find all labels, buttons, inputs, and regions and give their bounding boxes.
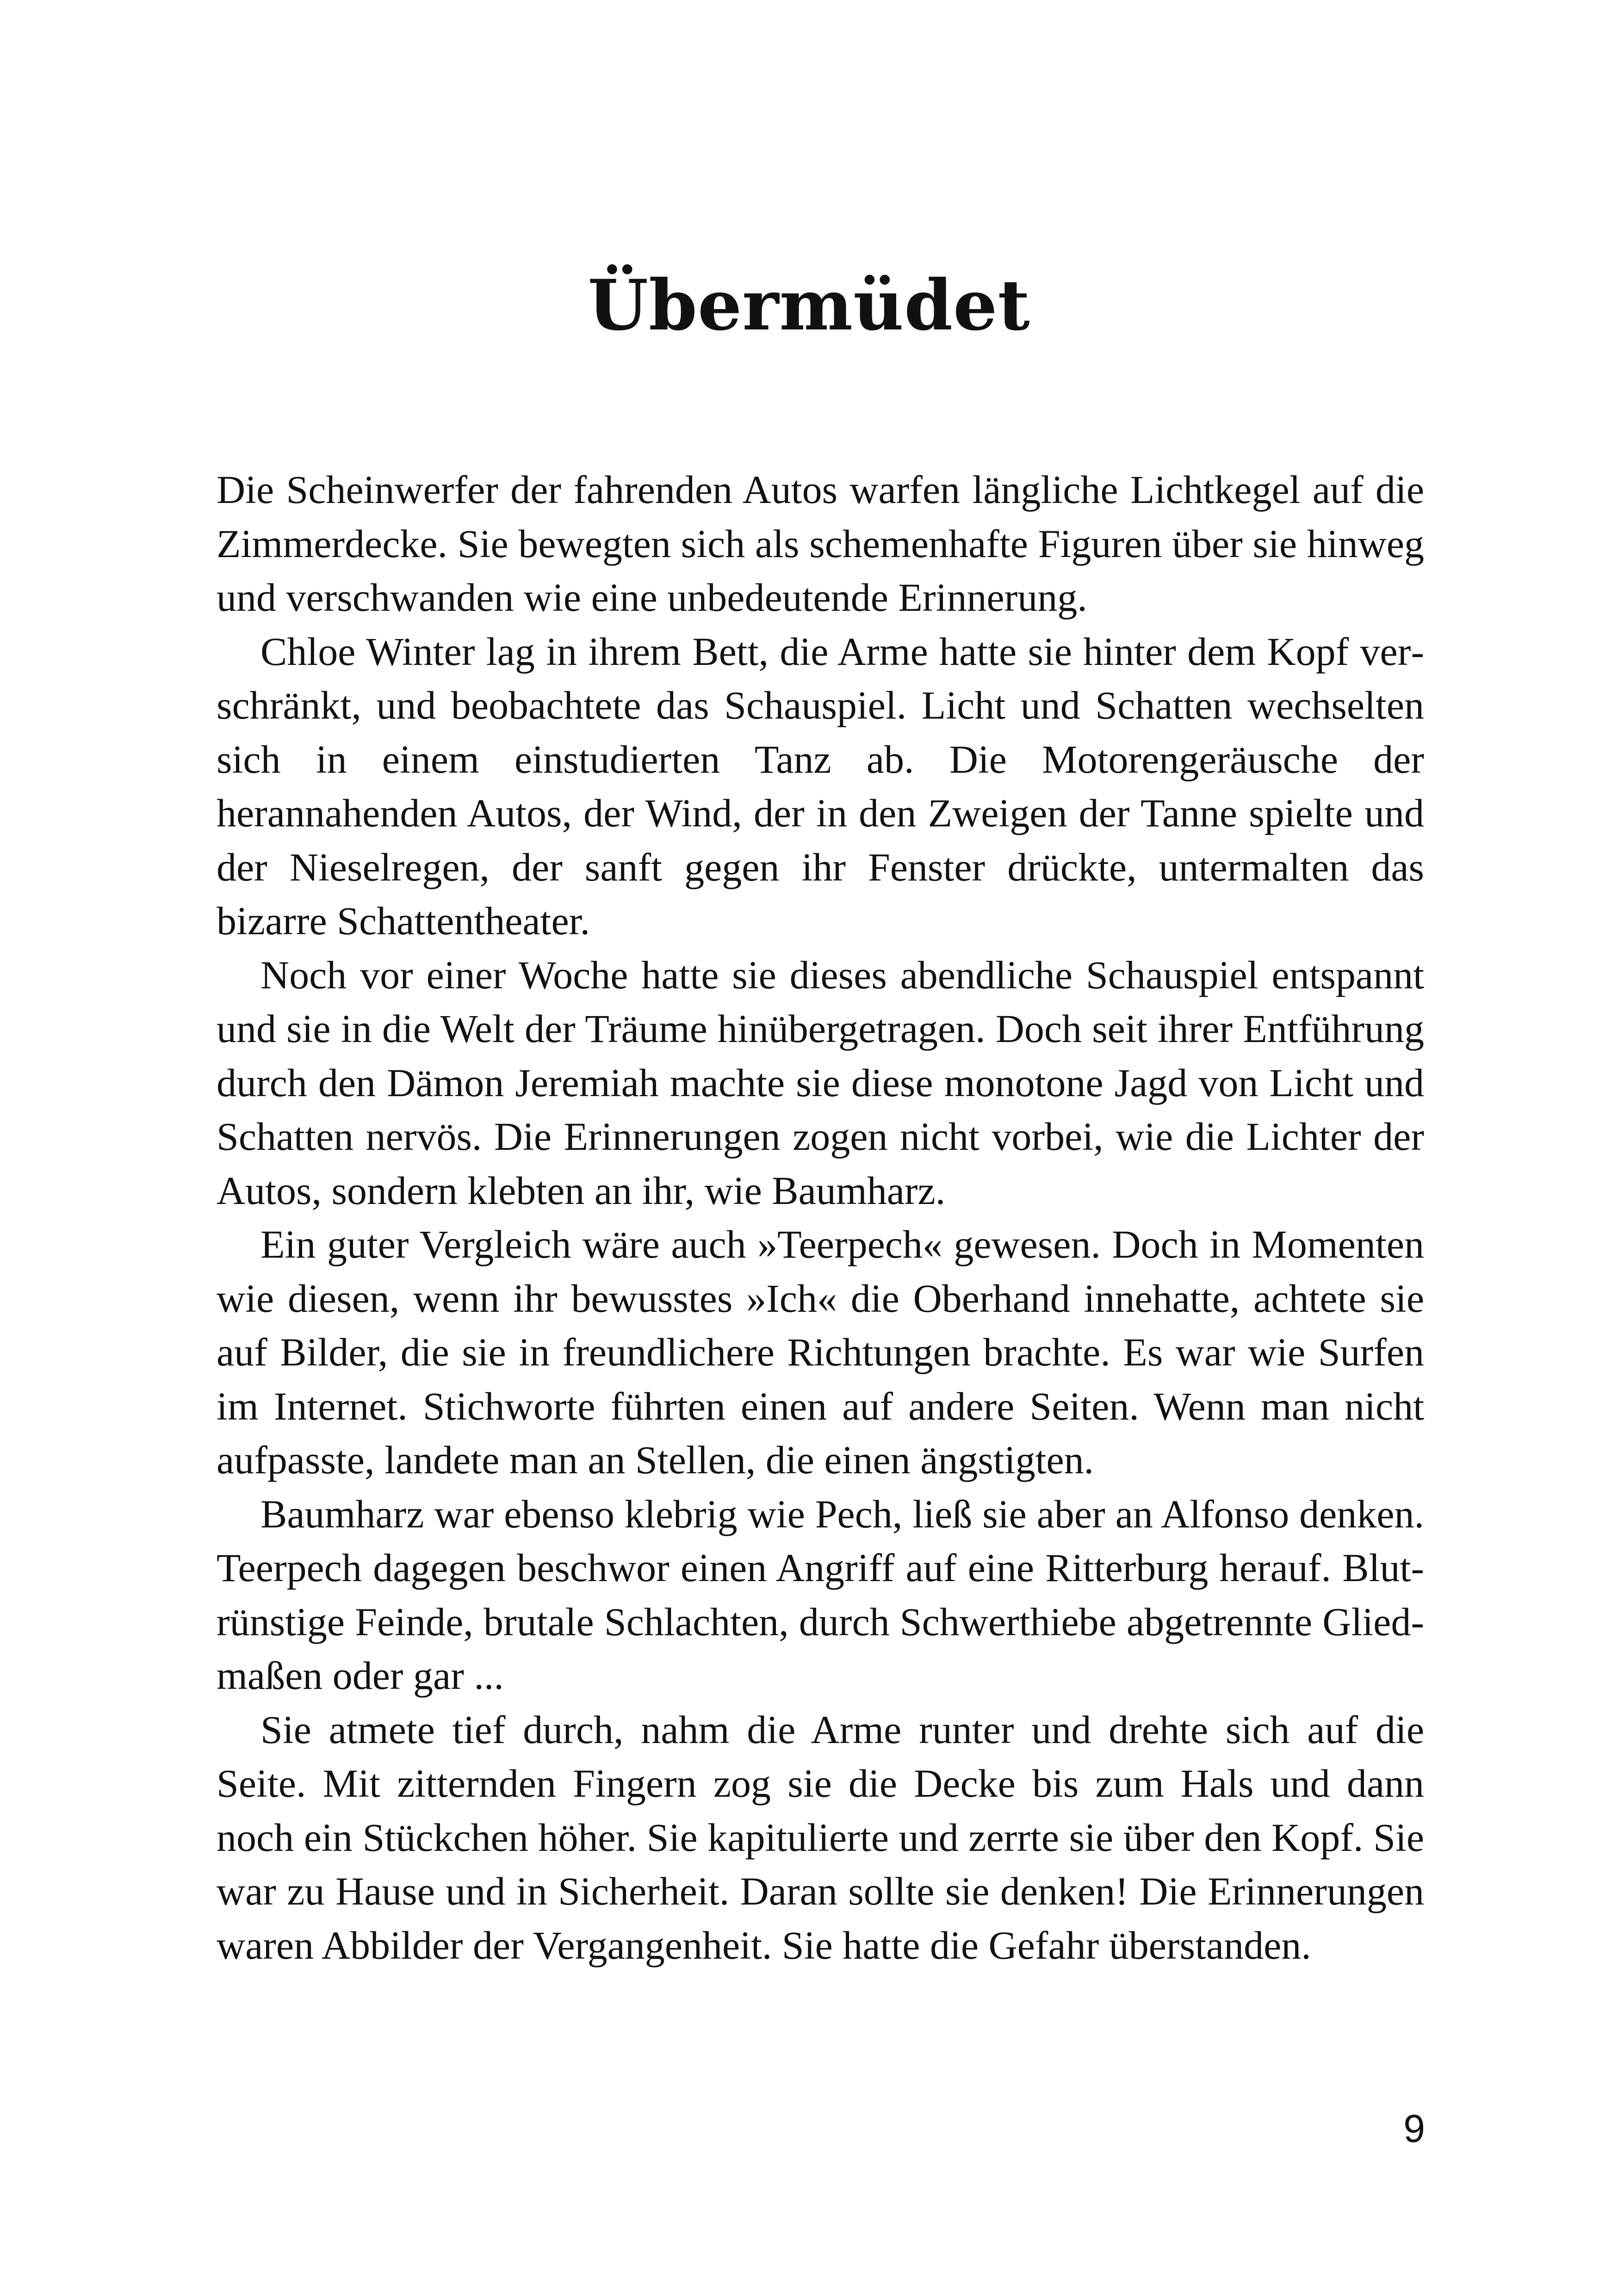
paragraph: Noch vor einer Woche hatte sie dieses abendliche Schauspiel entspannt und sie in die Welt der Träume hinübergetragen. Doch seit ihrer Entführung durch den Dämon Jeremiah machte sie diese monotone Jagd von Licht und Schatten nervös. Die Erinnerungen zogen nicht vorbei, wie die Lichter der Autos, sondern klebten an ihr, wie Baumharz.	[217, 952, 1424, 1213]
paragraph: Die Scheinwerfer der fahrenden Autos warfen längliche Lichtkegel auf die Zimmerdecke. Sie bewegten sich als schemenhafte Figuren über sie hinweg und verschwanden wie eine unbedeutende Erinnerung.	[217, 467, 1424, 620]
paragraph: Sie atmete tief durch, nahm die Arme runter und drehte sich auf die Seite. Mit zitternden Fingern zog sie die Decke bis zum Hals und dann noch ein Stückchen höher. Sie kapitulierte und zerrte sie über den Kopf. Sie war zu Hause und in Sicherheit. Daran sollte sie denken! Die Erinnerungen waren Abbilder der Vergangenheit. Sie hatte die Gefahr überstanden.	[217, 1707, 1424, 1967]
page-number: 9	[1403, 2107, 1425, 2150]
chapter-body	[217, 463, 1424, 1972]
paragraph: Chloe Winter lag in ihrem Bett, die Arme hatte sie hinter dem Kopf verschränkt, und beobachtete das Schauspiel. Licht und Schatten wechselten sich in einem einstudierten Tanz ab. Die Motorengeräusche der herannahenden Autos, der Wind, der in den Zweigen der Tanne spielte und der Nieselregen, der sanft gegen ihr Fenster drückte, untermalten das bizarre Schattentheater.	[217, 629, 1424, 943]
paragraph: Ein guter Vergleich wäre auch »Teerpech« gewesen. Doch in Momenten wie diesen, wenn ihr bewusstes »Ich« die Oberhand innehatte, achtete sie auf Bilder, die sie in freundlichere Richtungen brachte. Es war wie Surfen im Internet. Stichworte führten einen auf andere Seiten. Wenn man nicht aufpasste, landete man an Stellen, die einen ängstigten.	[217, 1222, 1424, 1482]
chapter-title: Übermüdet	[588, 265, 1030, 346]
paragraph: Baumharz war ebenso klebrig wie Pech, ließ sie aber an Alfonso denken. Teerpech dagegen beschwor einen Angriff auf eine Ritterburg herauf. Blutrünstige Feinde, brutale Schlachten, durch Schwerthiebe abgetrennte Gliedmaßen oder gar ...	[217, 1491, 1424, 1698]
